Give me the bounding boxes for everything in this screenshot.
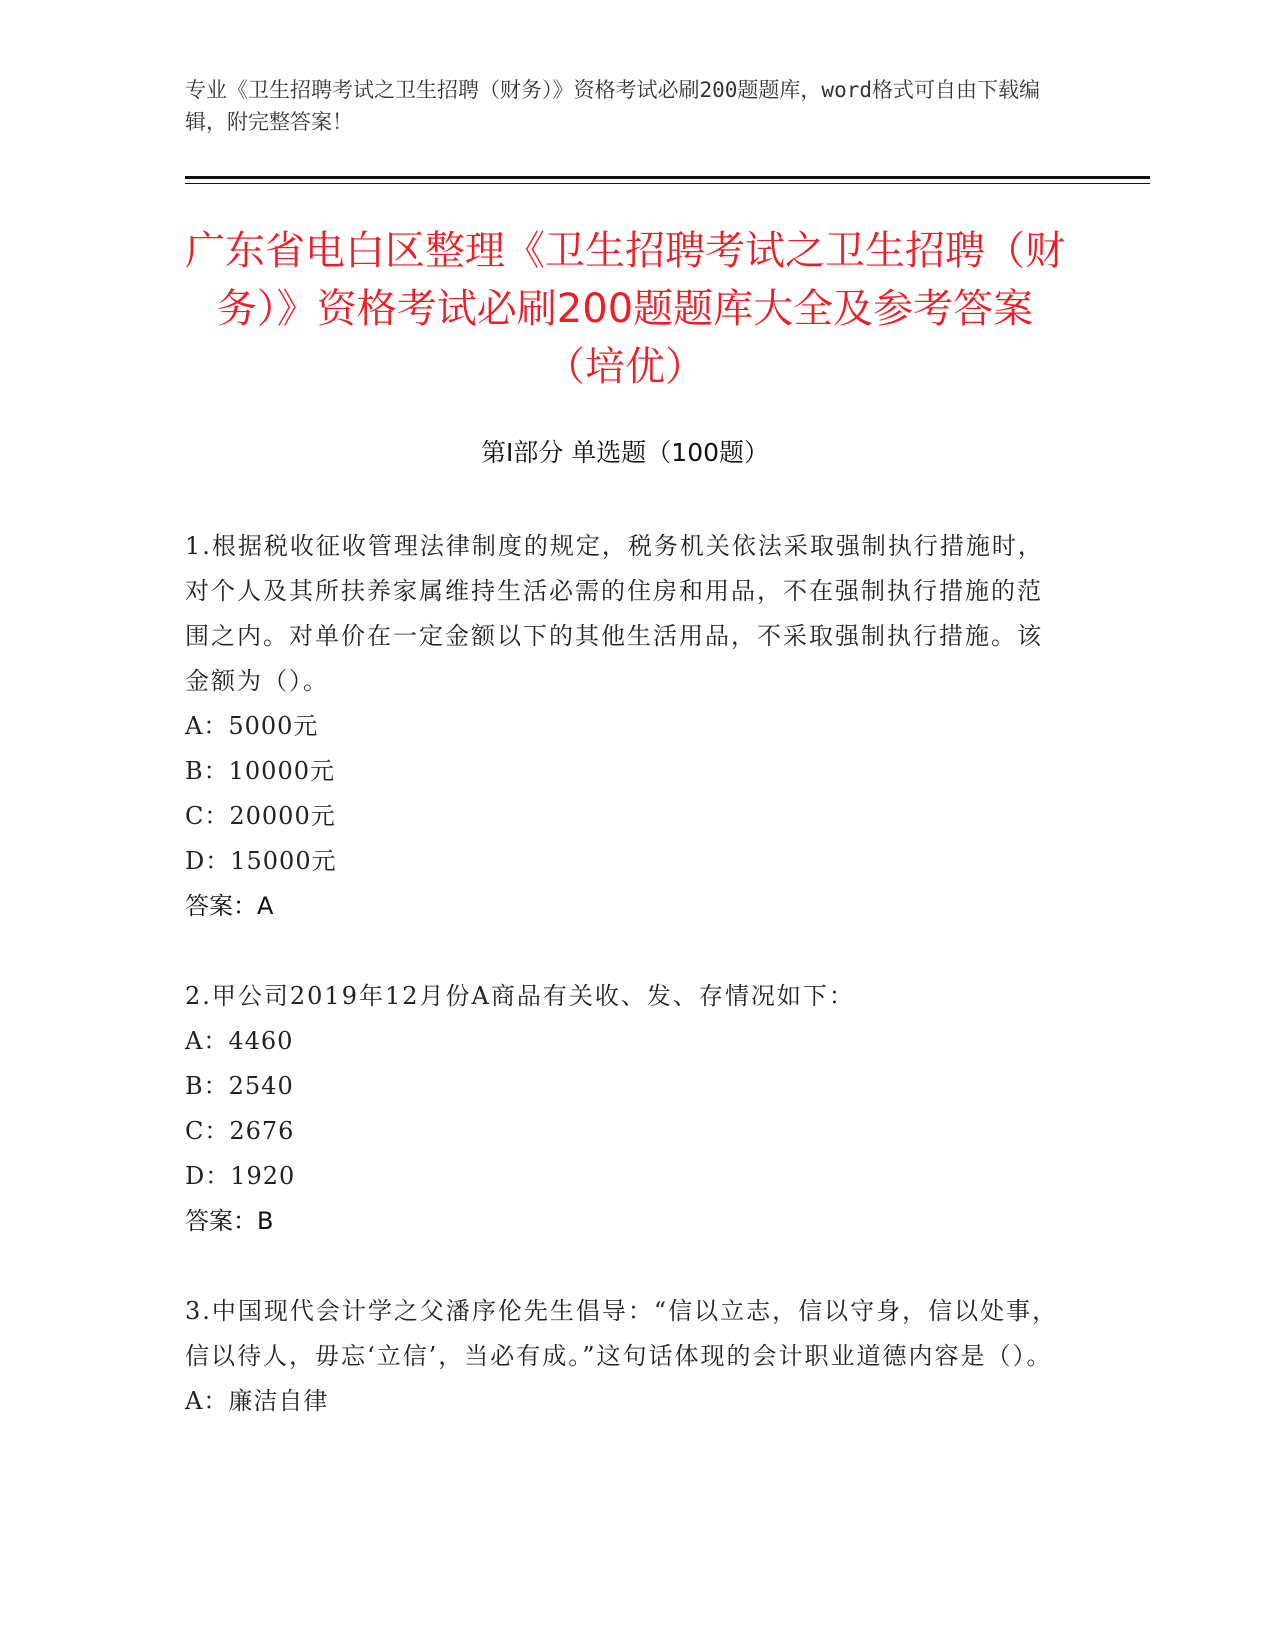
answer-line: 答案：B: [185, 1207, 274, 1235]
option-b: B：2540: [185, 1072, 294, 1100]
option-a: A：5000元: [185, 712, 319, 740]
question-3: [185, 1289, 1065, 1424]
question-2: [185, 974, 1065, 1244]
option-c: C：20000元: [185, 802, 336, 830]
header-note: 专业《卫生招聘考试之卫生招聘（财务）》资格考试必刷200题题库，word格式可自由下载编辑，附完整答案！: [185, 78, 1040, 134]
question-list: [185, 524, 1065, 1469]
question-stem: 2.甲公司2019年12月份A商品有关收、发、存情况如下：: [185, 982, 855, 1010]
section-heading: 第I部分 单选题（100题）: [480, 438, 770, 467]
option-d: D：1920: [185, 1162, 296, 1190]
option-d: D：15000元: [185, 847, 337, 875]
header-divider-thick: [185, 176, 1150, 179]
answer-line: 答案：A: [185, 892, 274, 920]
option-b: B：10000元: [185, 757, 335, 785]
option-a: A：廉洁自律: [185, 1387, 329, 1415]
header-divider-thin: [185, 183, 1150, 184]
option-c: C：2676: [185, 1117, 295, 1145]
question-stem: 3.中国现代会计学之父潘序伦先生倡导：“信以立志，信以守身，信以处事，信以待人，毋忘‘立信’，当必有成。”这句话体现的会计职业道德内容是（）。: [185, 1297, 1059, 1370]
question-stem: 1.根据税收征收管理法律制度的规定，税务机关依法采取强制执行措施时，对个人及其所扶养家属维持生活必需的住房和用品，不在强制执行措施的范围之内。对单价在一定金额以下的其他生活用品，不采取强制执行措施。该金额为（）。: [185, 532, 1044, 695]
option-a: A：4460: [185, 1027, 294, 1055]
question-1: [185, 524, 1065, 929]
document-title: 广东省电白区整理《卫生招聘考试之卫生招聘（财务）》资格考试必刷200题题库大全及参考答案（培优）: [185, 228, 1065, 390]
